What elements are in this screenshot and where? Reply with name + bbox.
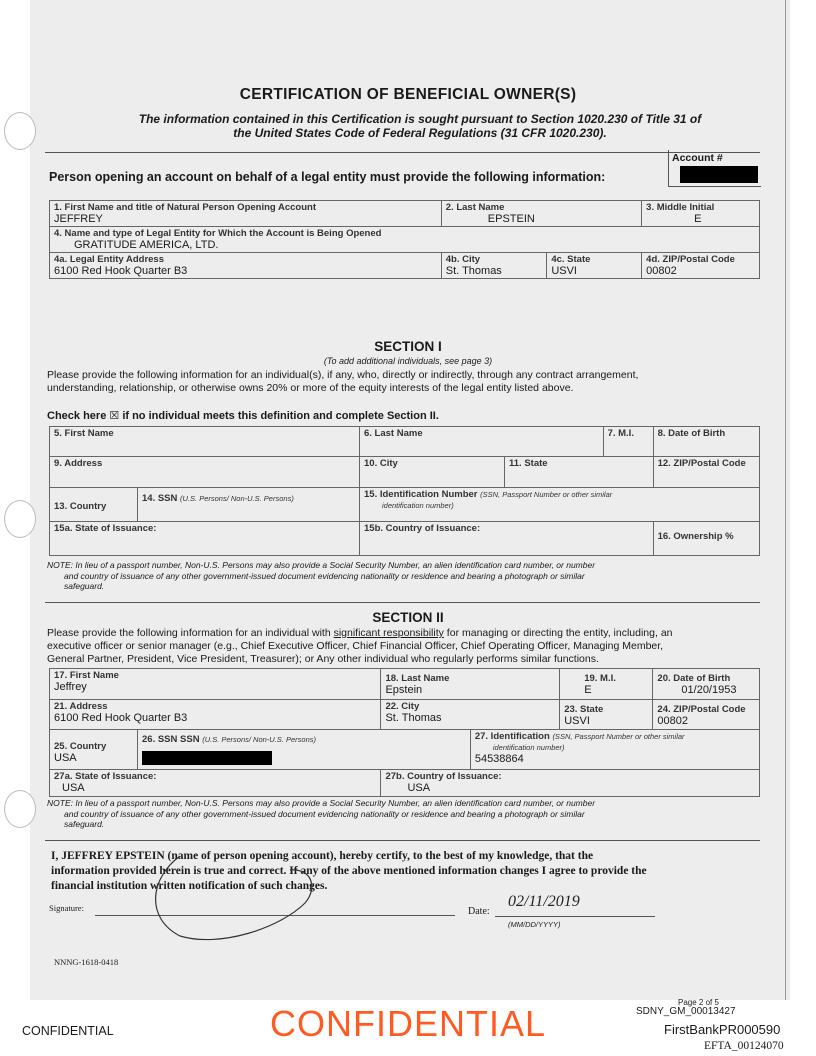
sec2-zip: 00802 [657, 715, 688, 727]
field-1: 1. First Name and title of Natural Person Opening Account JEFFREY [50, 201, 442, 227]
field-3: 3. Middle Initial E [642, 201, 760, 227]
no-individual-check: Check here ☒ if no individual meets this definition and complete Section II. [47, 410, 439, 422]
entity-city-value: St. Thomas [445, 265, 502, 277]
field-4d: 4d. ZIP/Postal Code 00802 [642, 253, 760, 279]
signature-stroke [156, 856, 312, 940]
account-number-redaction [680, 166, 758, 183]
sec2-address: 6100 Red Hook Quarter B3 [54, 712, 188, 724]
certification-statement: I, JEFFREY EPSTEIN (name of person opening account), hereby certify, to the best of my knowledge, that the information provided herein is true and correct. If any of the above mentioned information changes I agree to provide the financial institution written notification of such changes. [51, 850, 647, 892]
header-rule [45, 152, 760, 153]
confidential-label: CONFIDENTIAL [22, 1024, 114, 1038]
date-label: Date: [468, 906, 490, 917]
middle-initial-value: E [694, 213, 702, 225]
efta-number: EFTA_00124070 [704, 1040, 784, 1052]
sec2-identification: 54538864 [474, 753, 524, 765]
sec2-country-of-issuance: USA [407, 782, 431, 794]
punch-hole-bottom [4, 790, 36, 828]
field-4a: 4a. Legal Entity Address 6100 Red Hook Quarter B3 [50, 253, 442, 279]
field-2: 2. Last Name EPSTEIN [441, 201, 641, 227]
section-1-rule [45, 602, 760, 603]
bates-sdny: SDNY_GM_00013427 [636, 1006, 736, 1017]
form-code: NNNG-1618-0418 [54, 957, 119, 967]
page-number: Page 2 of 5 [678, 998, 719, 1007]
entity-prompt: Person opening an account on behalf of a legal entity must provide the following information: [49, 170, 606, 184]
section-1-instructions: Please provide the following information for an individual(s), if any, who, directly or indirectly, through any contract arrangement, understanding, relationship, or otherwise owns 20% or more of the equity interests of the legal entity listed above. [47, 369, 639, 394]
section-1-heading: SECTION I [374, 339, 442, 354]
sec2-city: St. Thomas [385, 712, 442, 724]
punch-hole-top [4, 112, 36, 150]
sec2-middle-initial: E [584, 684, 592, 696]
punch-hole-middle [4, 500, 36, 538]
sec2-first-name: Jeffrey [54, 681, 87, 693]
section-2-heading: SECTION II [372, 610, 444, 625]
confidential-stamp: CONFIDENTIAL [269, 1003, 547, 1044]
section-2-note: NOTE: In lieu of a passport number, Non-U.S. Persons may also provide a Social Security Number, an alien identification card number, or number and country of issuance of any other government-issued document evidencing nationality or residence and bearing a photograph or similar safeguard. [47, 798, 596, 829]
entity-state-value: USVI [551, 265, 577, 277]
sec2-last-name: Epstein [385, 684, 423, 696]
entity-address-value: 6100 Red Hook Quarter B3 [54, 265, 188, 277]
section-1-subheading: (To add additional individuals, see page 3) [323, 356, 493, 366]
last-name-value: EPSTEIN [487, 213, 535, 225]
sec2-country: USA [54, 752, 77, 764]
section-2-table: 17. First Name Jeffrey 18. Last Name Epstein 19. M.I. E 20. Date of Birth 01/20/1953 21. Address 6100 Red Hook Quarter B3 22. City St. Thomas 23. State USVI 24. ZIP/Postal Code 00802 25. Country USA 26. SSN SSN (U.S. Persons/ Non-U.S. Persons) 27. Identification (SSN, Passport Number or other similar identification number) 54538864 27a. State of Issuance: USA 27b. Country of Issuance: USA [49, 668, 760, 797]
section-1-table: 5. First Name 6. Last Name 7. M.I. 8. Date of Birth 9. Address 10. City 11. State 12. ZIP/Postal Code 13. Country 14. SSN (U.S. Persons/ Non-U.S. Persons) 15. Identification Number (SSN, Passport Number or other similar identification number) 15a. State of Issuance: 15b. Country of Issuance: 16. Ownership % [49, 426, 760, 556]
field-4c: 4c. State USVI [547, 253, 642, 279]
entity-zip-value: 00802 [646, 265, 677, 277]
sec2-state-of-issuance: USA [62, 782, 85, 794]
field-4: 4. Name and type of Legal Entity for Which the Account is Being Opened GRATITUDE AMERICA, LTD. [50, 227, 760, 253]
section-2-instructions: Please provide the following information for an individual with significant responsibility for managing or directing the entity, including, an executive officer or senior manager (e.g., Chief Executive Officer, Chief Financial Officer, Chief Operating Officer, Managing Member, General Partner, President, Vice President, Treasurer); or Any other individual who regularly performs similar functions. [47, 627, 673, 665]
date-line [495, 916, 655, 917]
document-title: CERTIFICATION OF BENEFICIAL OWNER(S) [239, 86, 577, 103]
sec2-ssn-redaction [142, 751, 272, 765]
date-format: (MM/DD/YYYY) [508, 920, 561, 929]
section-2-rule [45, 840, 760, 841]
sec2-date-of-birth: 01/20/1953 [681, 684, 737, 696]
signature-scribble [140, 848, 320, 943]
date-value: 02/11/2019 [508, 893, 580, 910]
signature-label: Signature: [49, 903, 84, 913]
sec2-state: USVI [564, 715, 590, 727]
document-subtitle: The information contained in this Certification is sought pursuant to Section 1020.230 of Title 31 of the United States Code of Federal Regulations (31 CFR 1020.230). [138, 112, 702, 140]
first-name-value: JEFFREY [54, 213, 103, 225]
field-4b: 4b. City St. Thomas [441, 253, 547, 279]
account-number-label: Account # [672, 152, 723, 164]
bates-firstbank: FirstBankPR000590 [664, 1022, 781, 1037]
no-individual-checkbox[interactable]: ☒ [109, 410, 120, 422]
legal-entity-value: GRATITUDE AMERICA, LTD. [74, 239, 219, 251]
section-1-note: NOTE: In lieu of a passport number, Non-U.S. Persons may also provide a Social Security Number, an alien identification card number, or number and country of issuance of any other government-issued document evidencing nationality or residence and bearing a photograph or similar safeguard. [47, 560, 596, 591]
account-opener-table [49, 200, 760, 279]
